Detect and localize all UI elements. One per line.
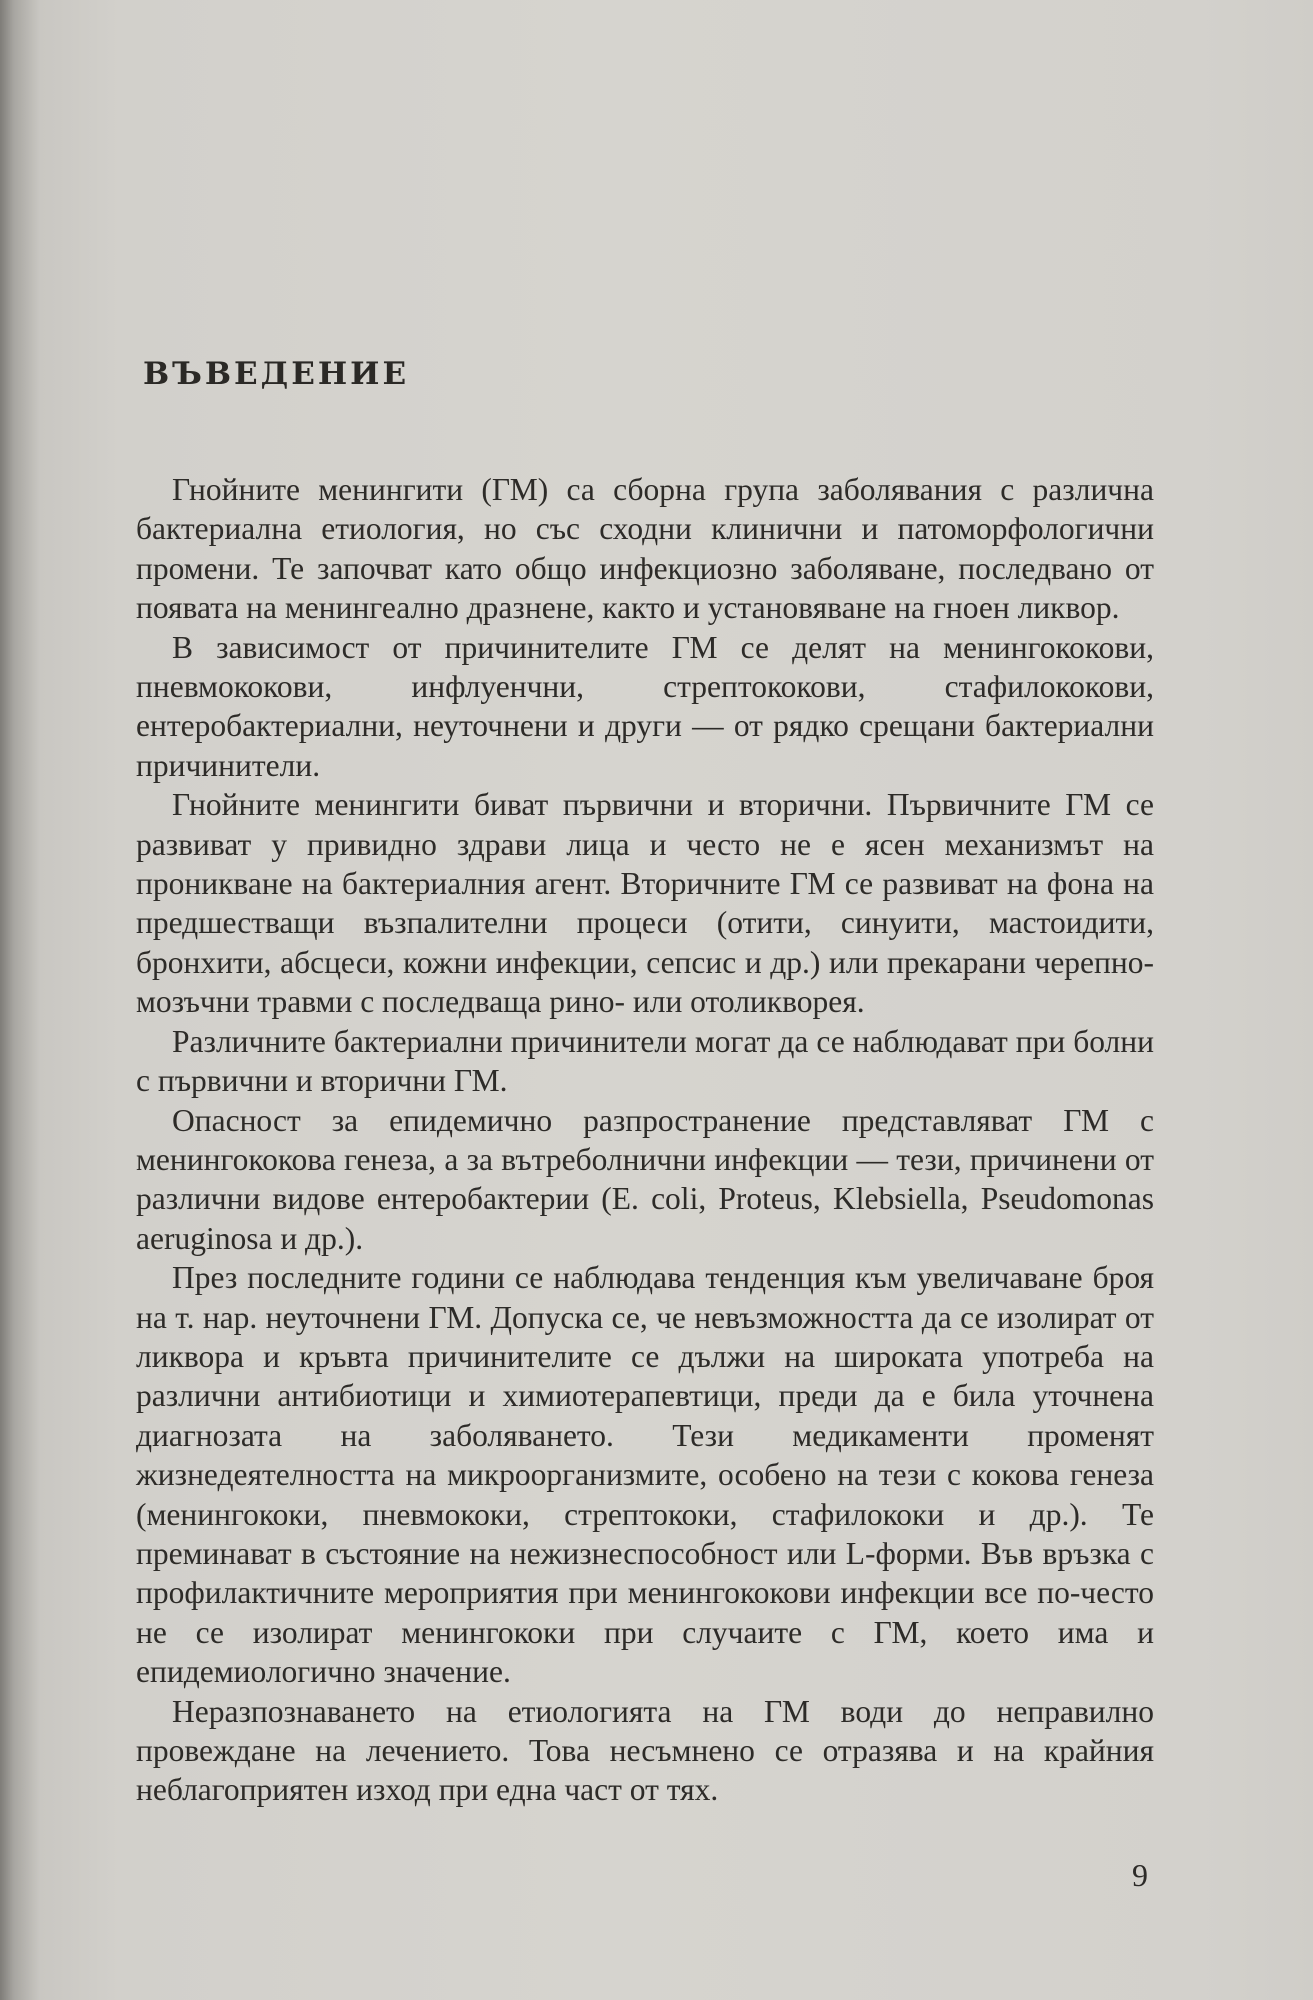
paragraph: Различните бактериални причинители могат да се наблюдават при болни с първични и вторични ГМ. xyxy=(136,1023,1154,1099)
paragraph: Опасност за епидемично разпространение представляват ГМ с менингококова генеза, а за вътреболнични инфекции — тези, причинени от различни видове ентеробактерии (E. coli, Proteus, Klebsiella, Pseudomonas aeruginosa и др.). xyxy=(136,1102,1154,1256)
paragraph: Неразпознаването на етиологията на ГМ води до неправилно провеждане на лечението. Това несъмнено се отразява и на крайния неблагоприятен изход при една част от тях. xyxy=(136,1693,1154,1808)
body-text xyxy=(136,470,1154,1810)
paragraph: В зависимост от причинителите ГМ се делят на менингококови, пневмококови, инфлуенчни, стрептококови, стафилококови, ентеробактериални, неуточнени и други — от рядко срещани бактериални причинители. xyxy=(136,629,1154,783)
paragraph: Гнойните менингити (ГМ) са сборна група заболявания с различна бактериална етиология, но със сходни клинични и патоморфологични промени. Те започват като общо инфекциозно заболяване, последвано от появата на менингеално дразнене, както и установяване на гноен ликвор. xyxy=(136,472,1154,626)
paragraph: Гнойните менингити биват първични и вторични. Първичните ГМ се развиват у привидно здрави лица и често не е ясен механизмът на проникване на бактериалния агент. Вторичните ГМ се развиват на фона на предшестващи възпалителни процеси (отити, синуити, мастоидити, бронхити, абсцеси, кожни инфекции, сепсис и др.) или прекарани черепно-мозъчни травми с последваща рино- или отоликворея. xyxy=(136,787,1154,1020)
section-heading: ВЪВЕДЕНИЕ xyxy=(143,356,410,392)
page-number: 9 xyxy=(1132,1857,1148,1893)
paragraph: През последните години се наблюдава тенденция към увеличаване броя на т. нар. неуточнени ГМ. Допуска се, че невъзможността да се изолират от ликвора и кръвта причинителите се дължи на широката употреба на различни антибиотици и химиотерапевтици, преди да е била уточнена диагнозата на заболяването. Тези медикаменти променят жизнедеятелността на микроорганизмите, особено на тези с кокова генеза (менингококи, пневмококи, стрептококи, стафилококи и др.). Те преминават в състояние на нежизнеспособност или L-форми. Във връзка с профилактичните мероприятия при менингококови инфекции все по-често не се изолират менингококи при случаите с ГМ, което има и епидемиологично значение. xyxy=(136,1260,1154,1690)
